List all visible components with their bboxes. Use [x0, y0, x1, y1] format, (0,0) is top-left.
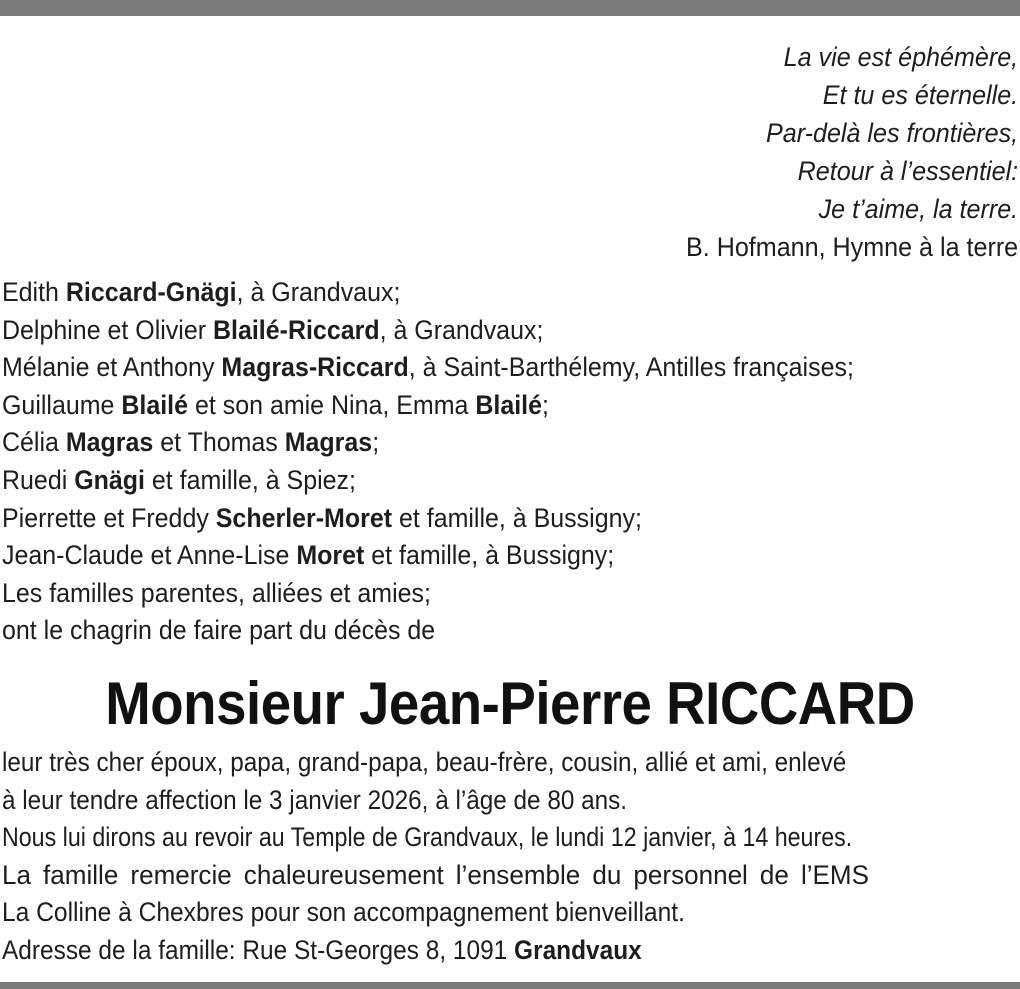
body-line: leur très cher époux, papa, grand-papa, beau-frère, cousin, allié et ami, enlevé: [2, 747, 847, 777]
poem-line: Je t’aime, la terre.: [818, 194, 1018, 224]
family-line: Edith Riccard-Gnägi, à Grandvaux;: [2, 277, 401, 307]
obituary-body: [2, 744, 1018, 970]
poem-line: Par-delà les frontières,: [765, 118, 1018, 148]
poem-epigraph: [661, 38, 1018, 266]
body-line: à leur tendre affection le 3 janvier 2026, à l’âge de 80 ans.: [2, 784, 628, 815]
family-line: ont le chagrin de faire part du décès de: [2, 615, 436, 646]
family-line: Célia Magras et Thomas Magras;: [2, 427, 380, 458]
poem-line: La vie est éphémère,: [783, 42, 1018, 72]
poem-attribution: B. Hofmann, Hymne à la terre: [685, 232, 1018, 262]
top-rule: [0, 0, 1020, 16]
family-line: Delphine et Olivier Blailé-Riccard, à Grandvaux;: [2, 314, 544, 345]
family-line: Les familles parentes, alliées et amies;: [2, 577, 431, 608]
bottom-rule: [0, 982, 1020, 989]
body-line: Nous lui dirons au revoir au Temple de Grandvaux, le lundi 12 janvier, à 14 heures.: [2, 822, 853, 853]
poem-line: Retour à l’essentiel:: [797, 156, 1018, 186]
body-line: La famille remercie chaleureusement l’ensemble du personnel de l’EMS: [2, 859, 869, 890]
deceased-name: Monsieur Jean-Pierre RICCARD: [105, 670, 915, 737]
family-line: Jean-Claude et Anne-Lise Moret et famille, à Bussigny;: [2, 540, 615, 571]
family-line: Guillaume Blailé et son amie Nina, Emma Blailé;: [2, 389, 549, 420]
family-line: Mélanie et Anthony Magras-Riccard, à Saint-Barthélemy, Antilles françaises;: [2, 352, 854, 383]
poem-line: Et tu es éternelle.: [822, 80, 1018, 110]
family-line: Ruedi Gnägi et famille, à Spiez;: [2, 464, 356, 495]
body-line: La Colline à Chexbres pour son accompagnement bienveillant.: [2, 897, 685, 928]
family-list: [2, 274, 1018, 650]
family-address: Adresse de la famille: Rue St-Georges 8, 1091 Grandvaux: [2, 934, 642, 965]
family-line: Pierrette et Freddy Scherler-Moret et famille, à Bussigny;: [2, 502, 642, 533]
